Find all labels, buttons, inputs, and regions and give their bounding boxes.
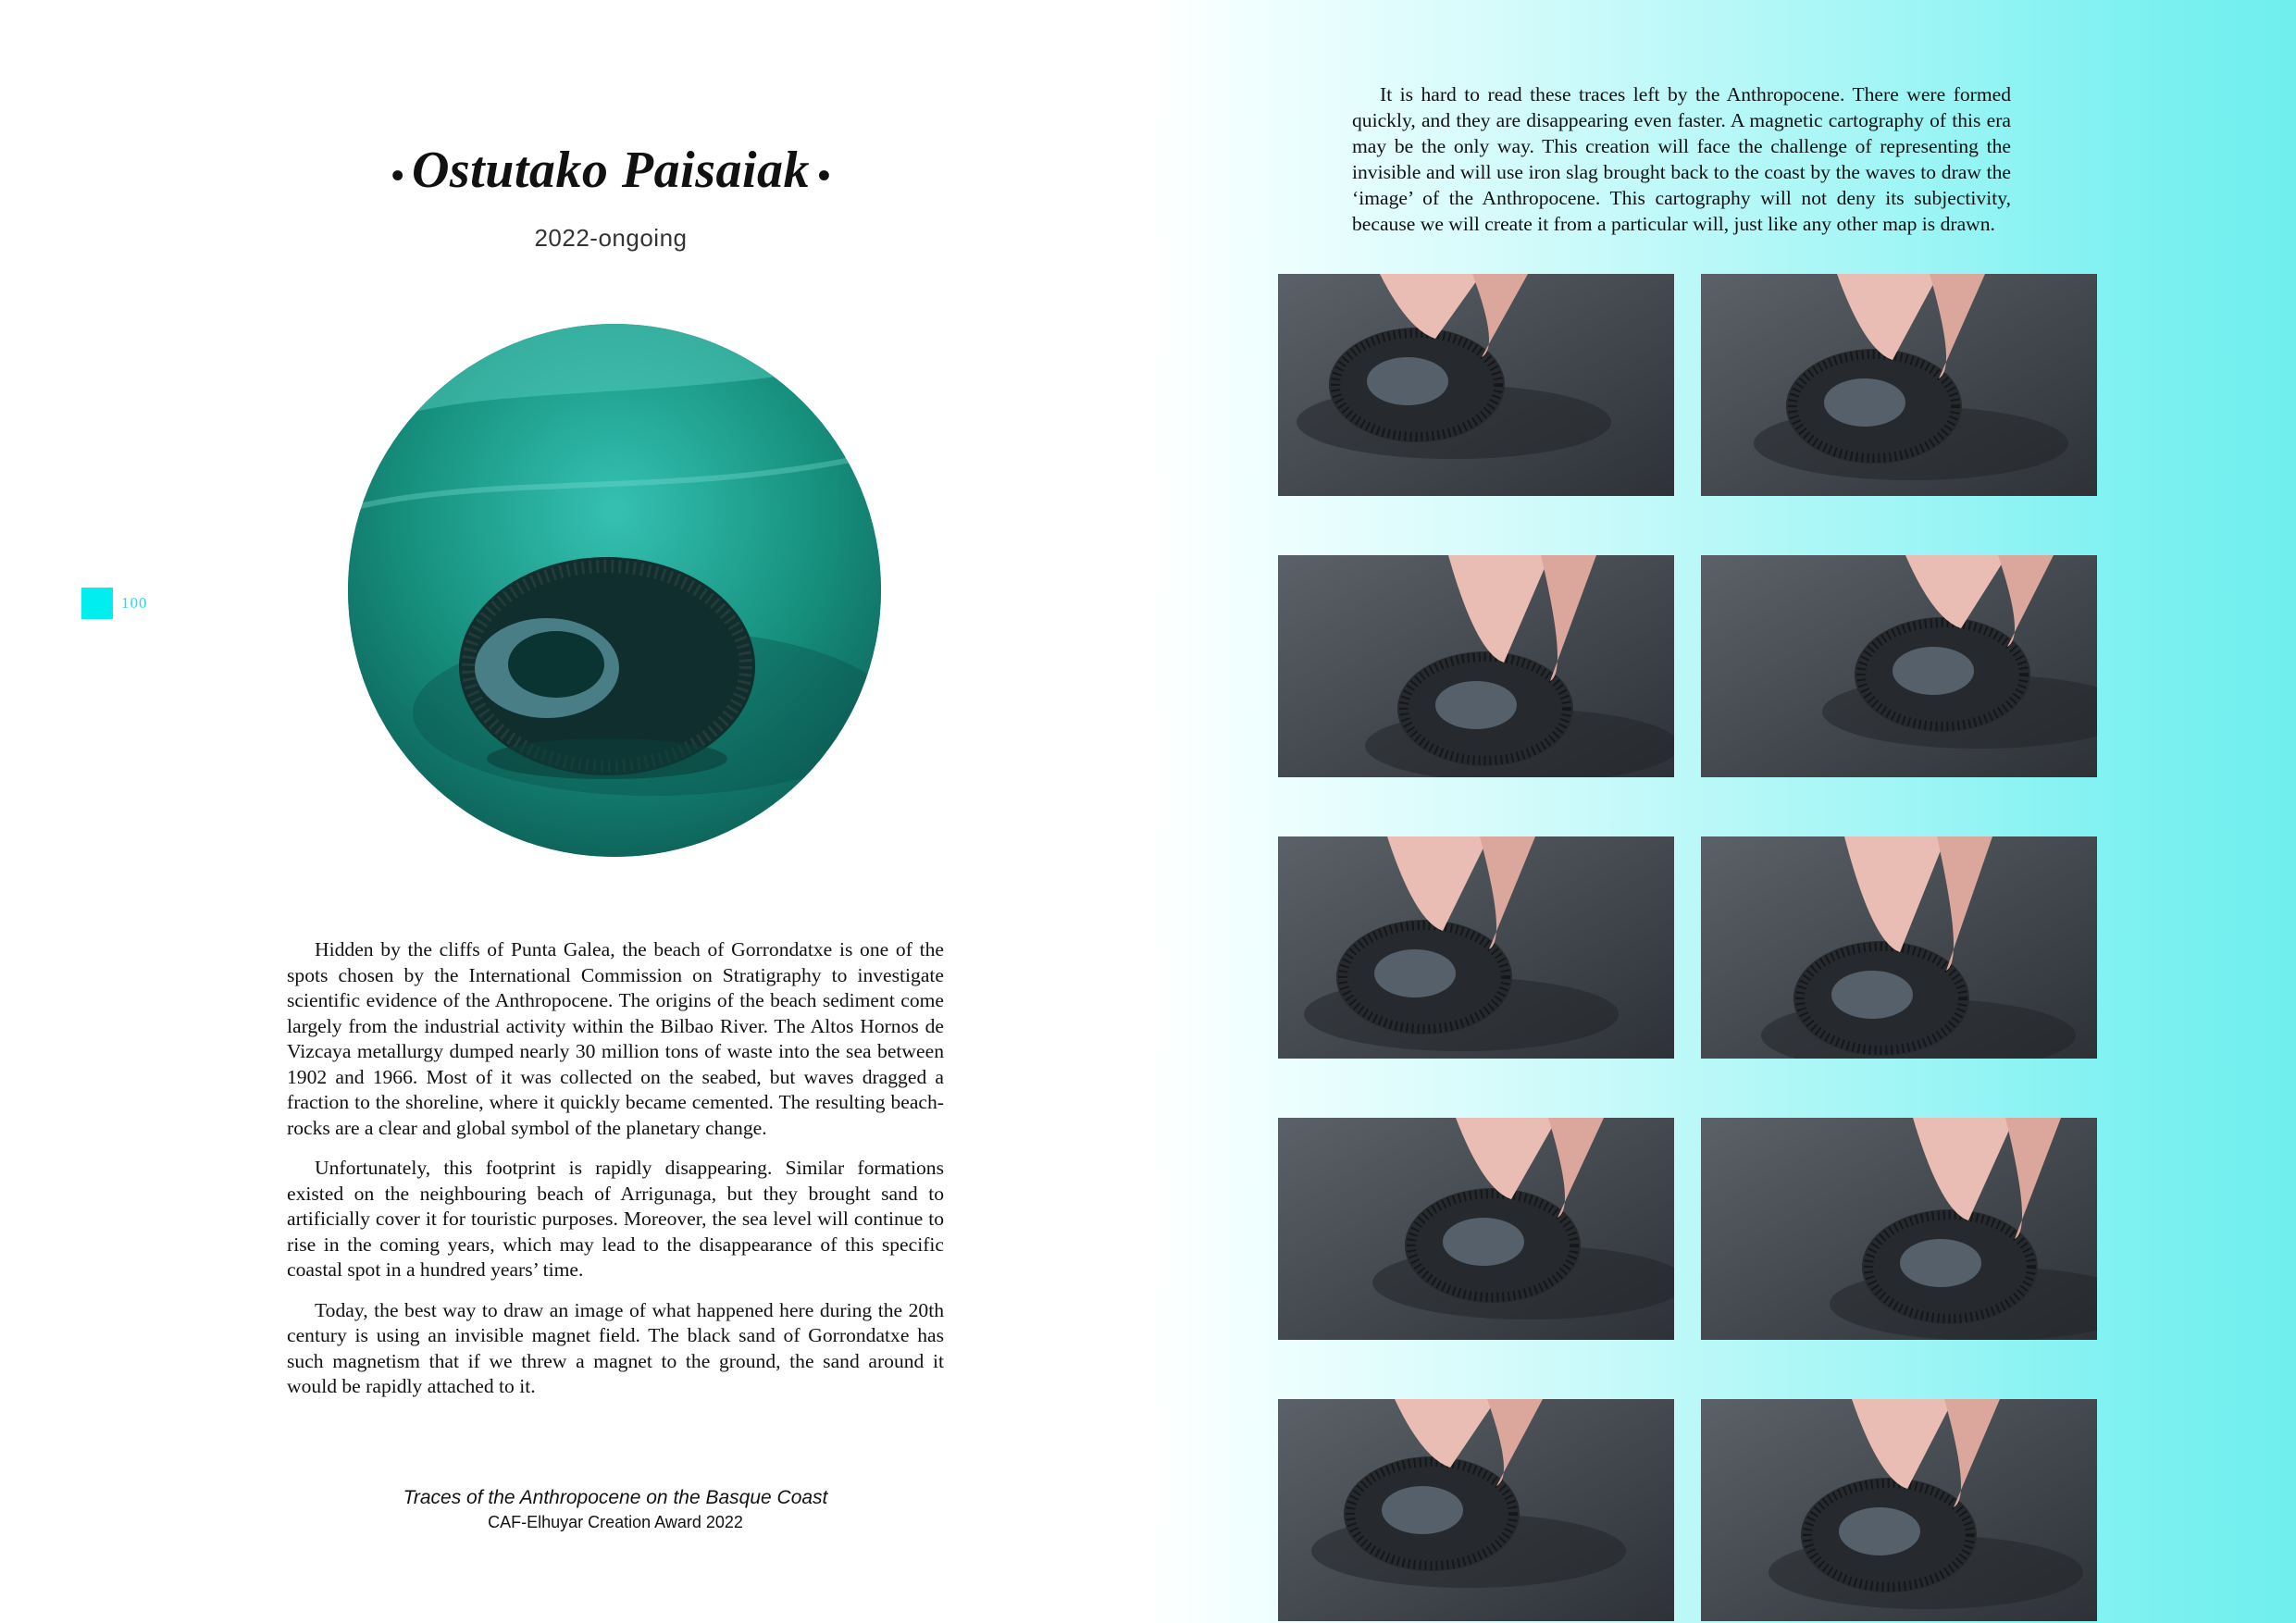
page-marker-square (81, 588, 113, 619)
credit-title: Traces of the Anthropocene on the Basque Coast (403, 1487, 828, 1508)
photo-8 (1701, 1118, 2097, 1340)
hero-photo-magnet-in-sand (348, 324, 881, 857)
right-page (1148, 0, 2296, 1623)
photo-9 (1278, 1399, 1674, 1621)
photo-10 (1701, 1399, 2097, 1621)
paragraph: Today, the best way to draw an image of what happened here during the 20th century is using an invisible magnet field. The black sand of Gorrondatxe has such magnetism that if we threw a magnet to the ground, the sand around it would be rapidly attached to it. (287, 1298, 944, 1397)
paragraph: Hidden by the cliffs of Punta Galea, the beach of Gorrondatxe is one of the spots chosen by the International Commission on Stratigraphy to investigate scientific evidence of the Anthropocene. The origins of the beach sediment come largely from the industrial activity within the Bilbao River. The Altos Hornos de Vizcaya metallurgy dumped nearly 30 million tons of waste into the sea between 1902 and 1966. Most of it was collected on the seabed, but waves dragged a fraction to the shoreline, where it quickly became cemented. The resulting beach-rocks are a clear and global symbol of the planetary change. (287, 938, 944, 1139)
credit-block (287, 1485, 944, 1533)
intro-paragraph: It is hard to read these traces left by the Anthropocene. There were formed quickly, and they are disappearing even faster. A magnetic cartography of this era may be the only way. This creation will face the challenge of representing the invisible and will use iron slag brought back to the coast by the waves to draw the ‘image’ of the Anthropocene. This cartography will not deny its subjectivity, because we will create it from a particular will, just like any other map is drawn. (1352, 83, 2011, 235)
title-dot-right: • (817, 154, 831, 196)
title-dot-left: • (391, 154, 404, 196)
photo-1 (1278, 274, 1674, 496)
photo-7 (1278, 1118, 1674, 1340)
page-title (305, 141, 916, 200)
photo-6 (1701, 836, 2097, 1059)
body-text (287, 937, 944, 1415)
page-subtitle: 2022-ongoing (534, 224, 688, 252)
photo-5 (1278, 836, 1674, 1059)
paragraph: Unfortunately, this footprint is rapidly disappearing. Similar formations existed on the neighbouring beach of Arrigunaga, but they brought sand to artificially cover it for touristic purposes. Moreover, the sea level will continue to rise in the coming years, which may lead to the disappearance of this specific coastal spot in a hundred years’ time. (287, 1157, 944, 1281)
title-text: Ostutako Paisaiak (411, 142, 811, 199)
hero-circular-photo (348, 324, 881, 857)
photo-3 (1278, 555, 1674, 777)
photo-2 (1701, 274, 2097, 496)
photo-4 (1701, 555, 2097, 777)
intro-text (1352, 81, 2011, 237)
page-number: 100 (121, 594, 148, 612)
credit-subtitle: CAF-Elhuyar Creation Award 2022 (488, 1513, 743, 1531)
